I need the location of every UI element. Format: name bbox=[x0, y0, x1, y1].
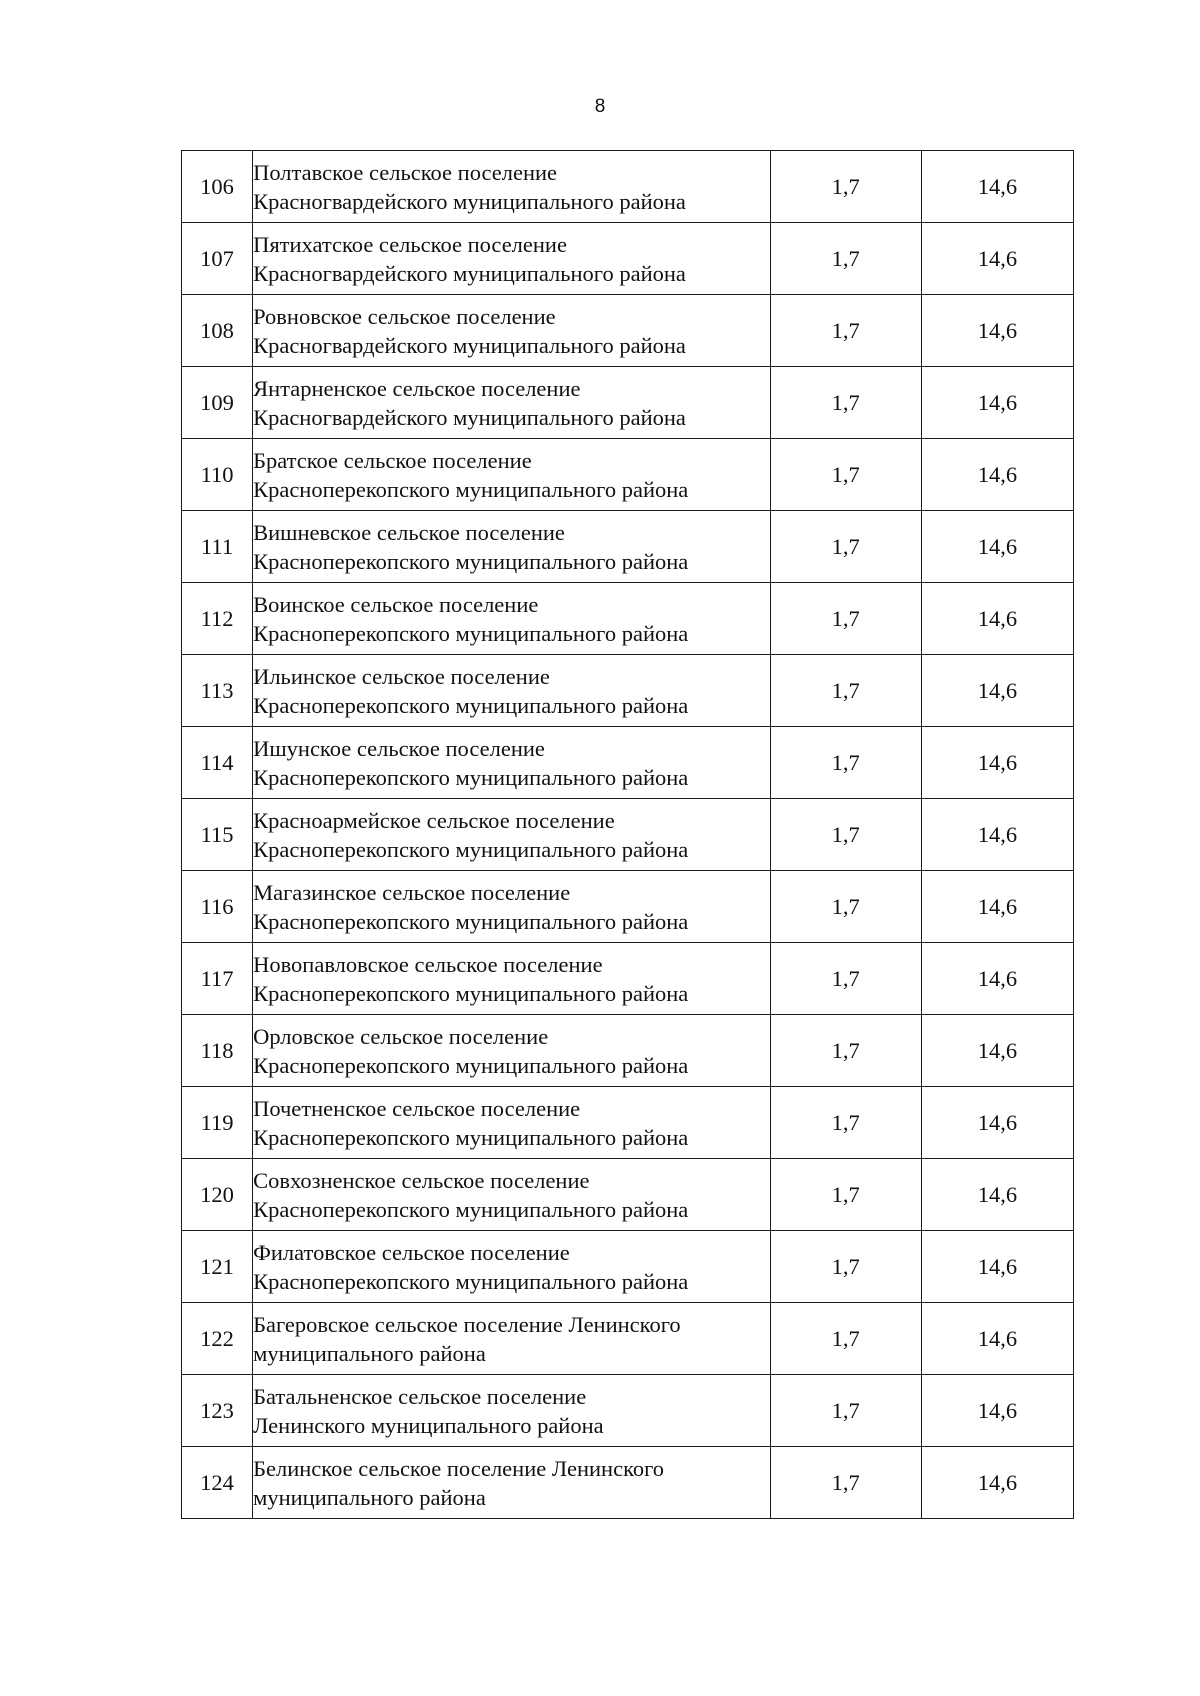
settlement-name: Красноармейское сельское поселение bbox=[253, 807, 615, 833]
table-row bbox=[182, 367, 1074, 439]
table-row bbox=[182, 655, 1074, 727]
settlement-name: Воинское сельское поселение bbox=[253, 591, 539, 617]
table-row bbox=[182, 295, 1074, 367]
municipal-district: Красногвардейского муниципального района bbox=[253, 332, 686, 358]
row-number: 115 bbox=[182, 799, 253, 871]
settlement-name-cell bbox=[253, 223, 771, 295]
settlement-name: Новопавловское сельское поселение bbox=[253, 951, 603, 977]
row-number: 124 bbox=[182, 1447, 253, 1519]
value-column-1: 1,7 bbox=[770, 1375, 921, 1447]
settlement-name: Совхозненское сельское поселение bbox=[253, 1167, 590, 1193]
value-column-2: 14,6 bbox=[921, 727, 1073, 799]
municipal-district: Красногвардейского муниципального района bbox=[253, 404, 686, 430]
row-number: 112 bbox=[182, 583, 253, 655]
settlements-table bbox=[181, 150, 1074, 1519]
municipal-district: Красноперекопского муниципального района bbox=[253, 1196, 689, 1222]
table-row bbox=[182, 583, 1074, 655]
row-number: 123 bbox=[182, 1375, 253, 1447]
settlement-name-cell bbox=[253, 871, 771, 943]
table-row bbox=[182, 223, 1074, 295]
municipal-district: Красноперекопского муниципального района bbox=[253, 476, 689, 502]
value-column-2: 14,6 bbox=[921, 1375, 1073, 1447]
value-column-1: 1,7 bbox=[770, 871, 921, 943]
settlement-name: Братское сельское поселение bbox=[253, 447, 532, 473]
settlement-name-cell bbox=[253, 655, 771, 727]
row-number: 110 bbox=[182, 439, 253, 511]
municipal-district: муниципального района bbox=[253, 1484, 486, 1510]
settlement-name-cell bbox=[253, 1375, 771, 1447]
value-column-2: 14,6 bbox=[921, 1231, 1073, 1303]
table-row bbox=[182, 1303, 1074, 1375]
municipal-district: муниципального района bbox=[253, 1340, 486, 1366]
value-column-1: 1,7 bbox=[770, 799, 921, 871]
table-row bbox=[182, 727, 1074, 799]
settlement-name: Ровновское сельское поселение bbox=[253, 303, 556, 329]
row-number: 117 bbox=[182, 943, 253, 1015]
row-number: 118 bbox=[182, 1015, 253, 1087]
value-column-1: 1,7 bbox=[770, 151, 921, 223]
table-row bbox=[182, 511, 1074, 583]
settlement-name: Янтарненское сельское поселение bbox=[253, 375, 581, 401]
value-column-2: 14,6 bbox=[921, 439, 1073, 511]
row-number: 111 bbox=[182, 511, 253, 583]
settlement-name-cell bbox=[253, 439, 771, 511]
value-column-2: 14,6 bbox=[921, 1303, 1073, 1375]
settlement-name-cell bbox=[253, 583, 771, 655]
municipal-district: Красноперекопского муниципального района bbox=[253, 980, 689, 1006]
settlement-name-cell bbox=[253, 367, 771, 439]
table-row bbox=[182, 799, 1074, 871]
page-number: 8 bbox=[594, 96, 606, 117]
row-number: 120 bbox=[182, 1159, 253, 1231]
settlement-name-cell bbox=[253, 151, 771, 223]
settlement-name: Почетненское сельское поселение bbox=[253, 1095, 581, 1121]
table-row bbox=[182, 1015, 1074, 1087]
settlement-name-cell bbox=[253, 1087, 771, 1159]
value-column-2: 14,6 bbox=[921, 151, 1073, 223]
settlement-name-cell bbox=[253, 1231, 771, 1303]
value-column-2: 14,6 bbox=[921, 1447, 1073, 1519]
municipal-district: Красногвардейского муниципального района bbox=[253, 260, 686, 286]
value-column-1: 1,7 bbox=[770, 583, 921, 655]
settlement-name: Пятихатское сельское поселение bbox=[253, 231, 567, 257]
settlement-name: Магазинское сельское поселение bbox=[253, 879, 571, 905]
row-number: 122 bbox=[182, 1303, 253, 1375]
municipal-district: Красноперекопского муниципального района bbox=[253, 908, 689, 934]
row-number: 107 bbox=[182, 223, 253, 295]
municipal-district: Красноперекопского муниципального района bbox=[253, 1124, 689, 1150]
settlement-name-cell bbox=[253, 943, 771, 1015]
row-number: 121 bbox=[182, 1231, 253, 1303]
municipal-district: Красноперекопского муниципального района bbox=[253, 1268, 689, 1294]
value-column-2: 14,6 bbox=[921, 943, 1073, 1015]
value-column-1: 1,7 bbox=[770, 1447, 921, 1519]
municipal-district: Красноперекопского муниципального района bbox=[253, 548, 689, 574]
settlement-name-cell bbox=[253, 1159, 771, 1231]
table-row bbox=[182, 1447, 1074, 1519]
value-column-1: 1,7 bbox=[770, 727, 921, 799]
settlement-name-cell bbox=[253, 727, 771, 799]
table-row bbox=[182, 151, 1074, 223]
value-column-2: 14,6 bbox=[921, 1015, 1073, 1087]
municipal-district: Красногвардейского муниципального района bbox=[253, 188, 686, 214]
municipal-district: Красноперекопского муниципального района bbox=[253, 764, 689, 790]
value-column-2: 14,6 bbox=[921, 1087, 1073, 1159]
municipal-district: Красноперекопского муниципального района bbox=[253, 620, 689, 646]
value-column-2: 14,6 bbox=[921, 871, 1073, 943]
settlement-name: Багеровское сельское поселение Ленинского bbox=[253, 1311, 681, 1337]
row-number: 109 bbox=[182, 367, 253, 439]
table-row bbox=[182, 439, 1074, 511]
value-column-1: 1,7 bbox=[770, 1303, 921, 1375]
table-row bbox=[182, 1375, 1074, 1447]
table-row bbox=[182, 943, 1074, 1015]
settlement-name: Орловское сельское поселение bbox=[253, 1023, 549, 1049]
value-column-2: 14,6 bbox=[921, 223, 1073, 295]
settlement-name: Полтавское сельское поселение bbox=[253, 159, 558, 185]
value-column-2: 14,6 bbox=[921, 1159, 1073, 1231]
row-number: 113 bbox=[182, 655, 253, 727]
settlement-name: Белинское сельское поселение Ленинского bbox=[253, 1455, 665, 1481]
municipal-district: Красноперекопского муниципального района bbox=[253, 1052, 689, 1078]
municipal-district: Красноперекопского муниципального района bbox=[253, 692, 689, 718]
value-column-1: 1,7 bbox=[770, 367, 921, 439]
row-number: 114 bbox=[182, 727, 253, 799]
table-body bbox=[182, 151, 1074, 1519]
row-number: 116 bbox=[182, 871, 253, 943]
value-column-1: 1,7 bbox=[770, 1231, 921, 1303]
settlement-name-cell bbox=[253, 295, 771, 367]
municipal-district: Ленинского муниципального района bbox=[253, 1412, 604, 1438]
value-column-2: 14,6 bbox=[921, 511, 1073, 583]
value-column-1: 1,7 bbox=[770, 1159, 921, 1231]
settlement-name-cell bbox=[253, 1447, 771, 1519]
row-number: 106 bbox=[182, 151, 253, 223]
value-column-1: 1,7 bbox=[770, 295, 921, 367]
table-row bbox=[182, 1159, 1074, 1231]
settlement-name-cell bbox=[253, 1015, 771, 1087]
value-column-1: 1,7 bbox=[770, 1087, 921, 1159]
row-number: 119 bbox=[182, 1087, 253, 1159]
value-column-2: 14,6 bbox=[921, 655, 1073, 727]
settlement-name: Ильинское сельское поселение bbox=[253, 663, 550, 689]
settlement-name: Ишунское сельское поселение bbox=[253, 735, 545, 761]
municipal-district: Красноперекопского муниципального района bbox=[253, 836, 689, 862]
value-column-2: 14,6 bbox=[921, 799, 1073, 871]
value-column-1: 1,7 bbox=[770, 943, 921, 1015]
table-row bbox=[182, 871, 1074, 943]
value-column-1: 1,7 bbox=[770, 511, 921, 583]
settlement-name-cell bbox=[253, 511, 771, 583]
table-row bbox=[182, 1087, 1074, 1159]
table-row bbox=[182, 1231, 1074, 1303]
settlement-name: Филатовское сельское поселение bbox=[253, 1239, 570, 1265]
value-column-2: 14,6 bbox=[921, 583, 1073, 655]
value-column-1: 1,7 bbox=[770, 439, 921, 511]
value-column-1: 1,7 bbox=[770, 223, 921, 295]
value-column-2: 14,6 bbox=[921, 367, 1073, 439]
value-column-1: 1,7 bbox=[770, 1015, 921, 1087]
value-column-2: 14,6 bbox=[921, 295, 1073, 367]
settlement-name: Батальненское сельское поселение bbox=[253, 1383, 587, 1409]
value-column-1: 1,7 bbox=[770, 655, 921, 727]
settlement-name-cell bbox=[253, 799, 771, 871]
settlement-name: Вишневское сельское поселение bbox=[253, 519, 565, 545]
settlement-name-cell bbox=[253, 1303, 771, 1375]
row-number: 108 bbox=[182, 295, 253, 367]
